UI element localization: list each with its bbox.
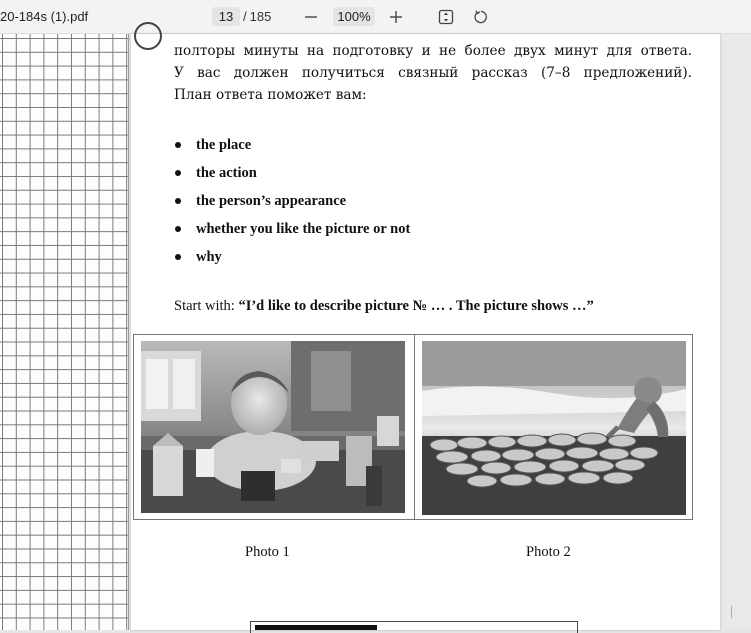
pdf-page (131, 34, 720, 630)
fit-page-button[interactable] (435, 6, 457, 28)
document-viewer[interactable] (0, 34, 751, 630)
photos-frame (133, 334, 693, 520)
answer-plan-list (174, 131, 410, 271)
instruction-line: полторы минуты на подготовку и не более двух минут для ответа. (174, 43, 692, 59)
plus-icon (389, 10, 403, 24)
plan-item: the action (174, 159, 410, 187)
fit-page-icon (437, 8, 455, 26)
plan-item: why (174, 243, 410, 271)
instruction-line: У вас должен получиться связный рассказ (7–8 предложений). (174, 65, 692, 81)
page-count (243, 9, 271, 24)
start-with-line (174, 298, 594, 315)
minus-icon (304, 10, 318, 24)
plan-item: the place (174, 131, 410, 159)
photo-2-caption: Photo 2 (526, 544, 571, 560)
instruction-line: План ответа поможет вам: (174, 87, 367, 103)
photo-1-image (141, 341, 405, 513)
zoom-in-button[interactable] (385, 6, 407, 28)
total-pages: 185 (249, 9, 272, 24)
task-number-circle (134, 22, 162, 50)
pdf-toolbar (0, 0, 751, 34)
zoom-out-button[interactable] (300, 6, 322, 28)
file-name: 20-184s (1).pdf (0, 9, 89, 24)
zoom-level[interactable]: 100% (333, 7, 375, 26)
grid-page (0, 34, 129, 630)
page-mark (731, 606, 732, 618)
rotate-icon (473, 9, 489, 25)
next-section-bar (255, 625, 377, 630)
plan-item: the person’s appearance (174, 187, 410, 215)
page-separator: / (243, 9, 247, 24)
rotate-button[interactable] (470, 6, 492, 28)
plan-item: whether you like the picture or not (174, 215, 410, 243)
task-instructions (174, 40, 692, 106)
photo-divider (414, 335, 415, 519)
start-with-quote: “I’d like to describe picture № … . The picture shows …” (238, 298, 594, 314)
photo-2-image (422, 341, 686, 515)
next-section-box (250, 621, 578, 633)
start-with-label: Start with: (174, 298, 235, 314)
photo-1-caption: Photo 1 (245, 544, 290, 560)
current-page-input[interactable]: 13 (212, 7, 240, 26)
